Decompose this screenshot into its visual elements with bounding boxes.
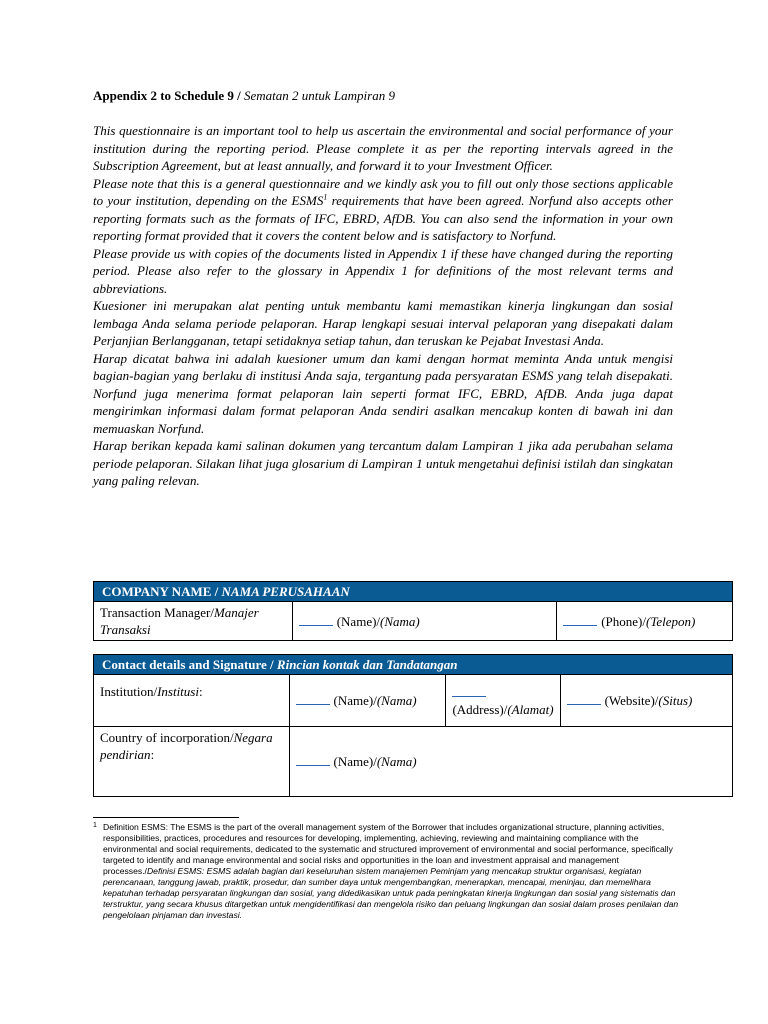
intro-text xyxy=(93,122,673,490)
country-label: Country of incorporation/Negara pendirian: xyxy=(94,727,290,797)
institution-label: Institution/Institusi: xyxy=(94,675,290,727)
paragraph-id-1: Kuesioner ini merupakan alat penting untuk membantu kami memastikan kinerja lingkungan dan sosial lembaga Anda selama periode pelaporan. Harap lengkapi sesuai interval pelaporan yang disepakati dalam Perjanjian Berlangganan, tetapi setidaknya setiap tahun, dan teruskan ke Pejabat Investasi Anda. xyxy=(93,298,673,348)
paragraph-id-3: Harap berikan kepada kami salinan dokumen yang tercantum dalam Lampiran 1 jika ada perubahan selama periode pelaporan. Silakan lihat juga glosarium di Lampiran 1 untuk mengetahui definisi istilah dan singkatan yang paling relevan. xyxy=(93,438,673,488)
paragraph-en-1: This questionnaire is an important tool to help us ascertain the environmental and social performance of your institution during the reporting period. Please complete it as per the reporting intervals agreed in the Subscription Agreement, but at least annually, and forward it to your Investment Officer. xyxy=(93,123,673,173)
contact-table xyxy=(93,654,733,797)
blank-line xyxy=(296,694,330,705)
company-table xyxy=(93,581,733,641)
company-table-header: COMPANY NAME / NAMA PERUSAHAAN xyxy=(94,582,733,602)
transaction-manager-name-field[interactable]: (Name)/(Nama) xyxy=(292,602,556,641)
transaction-manager-label: Transaction Manager/Manajer Transaksi xyxy=(94,602,293,641)
institution-address-field[interactable]: (Address)/(Alamat) xyxy=(446,675,560,727)
footnote-ref[interactable]: 1 xyxy=(323,192,328,202)
paragraph-en-2: Please note that this is a general questionnaire and we kindly ask you to fill out only those sections applicable to your institution, depending on the ESMS$^1$ requirements that have been agreed. Norfund also accepts other reporting formats such as the formats of IFC, EBRD, AfDB. You can also send the information in your own reporting format provided that it covers the content below and is satisfactory to Norfund. xyxy=(93,175,673,243)
page-heading: Appendix 2 to Schedule 9 / Sematan 2 untuk Lampiran 9 xyxy=(93,88,395,103)
blank-line xyxy=(567,694,601,705)
blank-line xyxy=(299,615,333,626)
footnote-separator xyxy=(93,817,239,818)
country-name-field[interactable]: (Name)/(Nama) xyxy=(289,727,733,797)
institution-website-field[interactable]: (Website)/(Situs) xyxy=(560,675,732,727)
institution-name-field[interactable]: (Name)/(Nama) xyxy=(289,675,446,727)
footnote xyxy=(93,822,683,921)
paragraph-id-2: Harap dicatat bahwa ini adalah kuesioner umum dan kami dengan hormat meminta Anda untuk mengisi bagian-bagian yang berlaku di institusi Anda saja, tergantung pada persyaratan ESMS yang telah disepakati. Norfund juga menerima format pelaporan lain seperti format IFC, EBRD, AfDB. Anda juga dapat mengirimkan informasi dalam format pelaporan Anda sendiri asalkan mencakup konten di bawah ini dan memuaskan Norfund. xyxy=(93,350,673,436)
blank-line xyxy=(296,755,330,766)
footnote-number: 1 xyxy=(93,822,97,829)
contact-table-header: Contact details and Signature / Rincian kontak dan Tandatangan xyxy=(94,655,733,675)
footnote-text: Definition ESMS: The ESMS is the part of the overall management system of the Borrower that includes organizational structure, planning activities, responsibilities, practices, procedures and resources for developing, implementing, achieving, reviewing and maintaining compliance with the environmental and social requirements, dedicated to the systematic and structured improvement of environmental and social performance, specifically targeted to identify and manage environmental and social risks and opportunities in the loan and investment appraisal and management processes./Definisi ESMS: ESMS adalah bagian dari keseluruhan sistem manajemen Peminjam yang mencakup struktur organisasi, kegiatan perencanaan, tanggung jawab, praktik, prosedur, dan sumber daya untuk mengembangkan, menerapkan, mencapai, meninjau, dan memelihara kepatuhan terhadap persyaratan lingkungan dan sosial, yang didedikasikan untuk pada peningkatan kinerja lingkungan dan sosial yang sistematis dan terstruktur, yang secara khusus ditargetkan untuk mengidentifikasi dan mengelola risiko dan peluang lingkungan dan sosial dalam proses penilaian dan pengelolaan pinjaman dan investasi. xyxy=(103,822,679,920)
blank-line xyxy=(452,686,486,697)
transaction-manager-phone-field[interactable]: (Phone)/(Telepon) xyxy=(557,602,733,641)
paragraph-en-3: Please provide us with copies of the documents listed in Appendix 1 if these have changed during the reporting period. Please also refer to the glossary in Appendix 1 for definitions of the most relevant terms and abbreviations. xyxy=(93,245,673,296)
blank-line xyxy=(563,615,597,626)
